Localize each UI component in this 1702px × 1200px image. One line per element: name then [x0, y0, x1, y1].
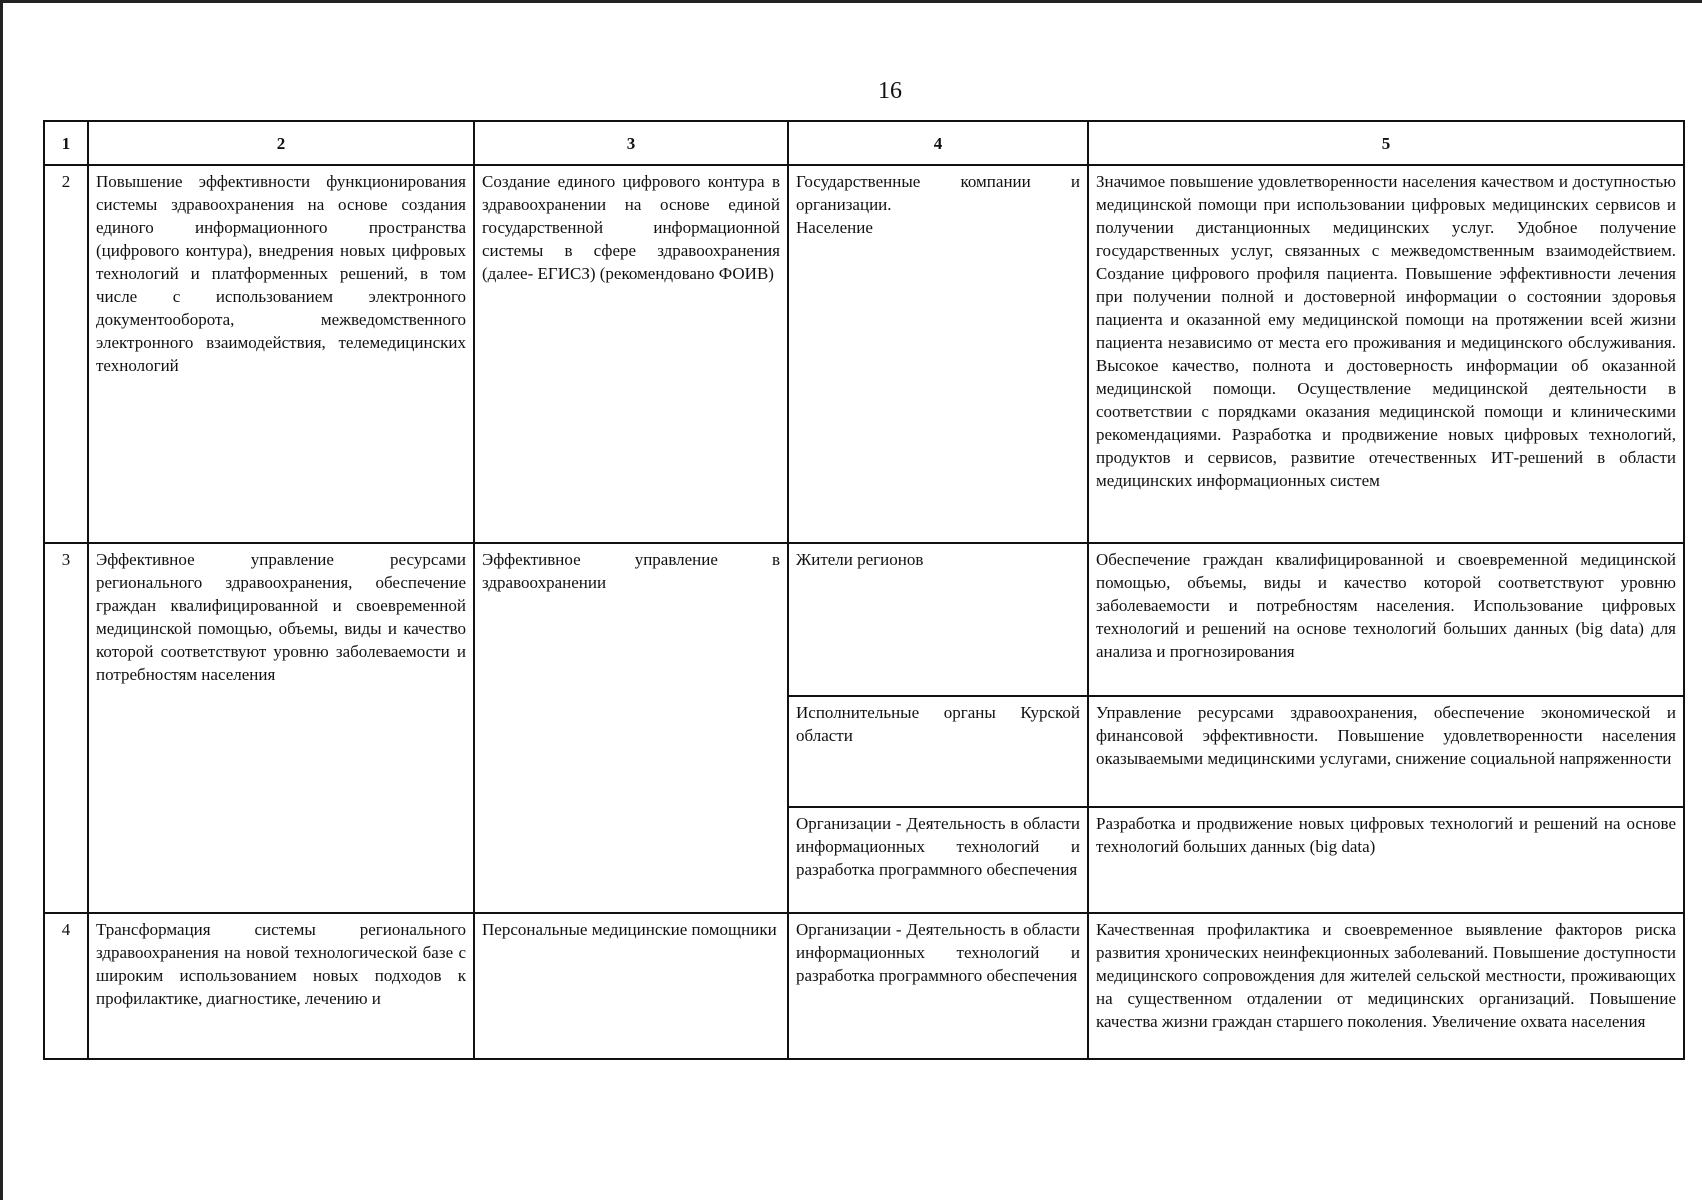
goal-cell: Повышение эффективности функционирования системы здравоохранения на основе создания единого информационного пространства (цифрового контура), внедрения новых цифровых технологий и платформенных решений, в том числе с использованием электронного документооборота, межведомственного электронного взаимодействия, телемедицинских технологий	[88, 165, 474, 543]
row-number: 2	[44, 165, 88, 543]
header-row	[44, 121, 1684, 165]
effect-cell: Качественная профилактика и своевременное выявление факторов риска развития хронических неинфекционных заболеваний. Повышение доступности медицинского сопровождения для жителей сельской местности, проживающих на существенном отдалении от медицинских организаций. Повышение качества жизни граждан старшего поколения. Увеличение охвата населения	[1088, 913, 1684, 1059]
effect-cell: Управление ресурсами здравоохранения, обеспечение экономической и финансовой эффективности. Повышение удовлетворенности населения оказываемыми медицинскими услугами, снижение социальной напряженности	[1088, 696, 1684, 807]
row-number: 3	[44, 543, 88, 913]
header-col-5: 5	[1088, 121, 1684, 165]
group-cell: Организации - Деятельность в области информационных технологий и разработка программного обеспечения	[788, 913, 1088, 1059]
effect-cell: Обеспечение граждан квалифицированной и своевременной медицинской помощью, объемы, виды и качество которой соответствуют уровню заболеваемости и потребностям населения. Использование цифровых технологий и решений на основе технологий больших данных (big data) для анализа и прогнозирования	[1088, 543, 1684, 696]
header-col-4: 4	[788, 121, 1088, 165]
project-cell: Создание единого цифрового контура в здравоохранении на основе единой государственной информационной системы в сфере здравоохранения (далее- ЕГИСЗ) (рекомендовано ФОИВ)	[474, 165, 788, 543]
header-col-1: 1	[44, 121, 88, 165]
table-row	[44, 165, 1684, 543]
effect-cell: Значимое повышение удовлетворенности населения качеством и доступностью медицинской помощи при использовании цифровых медицинских сервисов и получении дистанционных медицинских услуг. Удобное получение государственных услуг, связанных с межведомственным взаимодействием. Создание цифрового профиля пациента. Повышение эффективности лечения при получении полной и достоверной информации о состоянии здоровья пациента и оказанной ему медицинской помощи на протяжении всей жизни пациента независимо от места его проживания и медицинского обслуживания. Высокое качество, полнота и достоверность информации об оказанной медицинской помощи. Осуществление медицинской деятельности в соответствии с порядками оказания медицинской помощи и клиническими рекомендациями. Разработка и продвижение новых цифровых технологий, продуктов и сервисов, развитие отечественных ИТ-решений в области медицинских информационных систем	[1088, 165, 1684, 543]
scan-edge-top	[0, 0, 1702, 3]
header-col-3: 3	[474, 121, 788, 165]
scan-edge-left	[0, 0, 3, 1200]
effect-cell: Разработка и продвижение новых цифровых технологий и решений на основе технологий больших данных (big data)	[1088, 807, 1684, 913]
row-number: 4	[44, 913, 88, 1059]
data-table	[43, 120, 1685, 1060]
group-cell: Государственные компании и организации. Население	[788, 165, 1088, 543]
goal-cell: Эффективное управление ресурсами регионального здравоохранения, обеспечение граждан квалифицированной и своевременной медицинской помощью, объемы, виды и качество которой соответствуют уровню заболеваемости и потребностям населения	[88, 543, 474, 913]
group-cell: Организации - Деятельность в области информационных технологий и разработка программного обеспечения	[788, 807, 1088, 913]
header-col-2: 2	[88, 121, 474, 165]
table-row	[44, 913, 1684, 1059]
table-row	[44, 543, 1684, 696]
goal-cell: Трансформация системы регионального здравоохранения на новой технологической базе с широким использованием новых подходов к профилактике, диагностике, лечению и	[88, 913, 474, 1059]
group-cell: Жители регионов	[788, 543, 1088, 696]
project-cell: Эффективное управление в здравоохранении	[474, 543, 788, 913]
group-cell: Исполнительные органы Курской области	[788, 696, 1088, 807]
page-number: 16	[878, 78, 902, 104]
project-cell: Персональные медицинские помощники	[474, 913, 788, 1059]
